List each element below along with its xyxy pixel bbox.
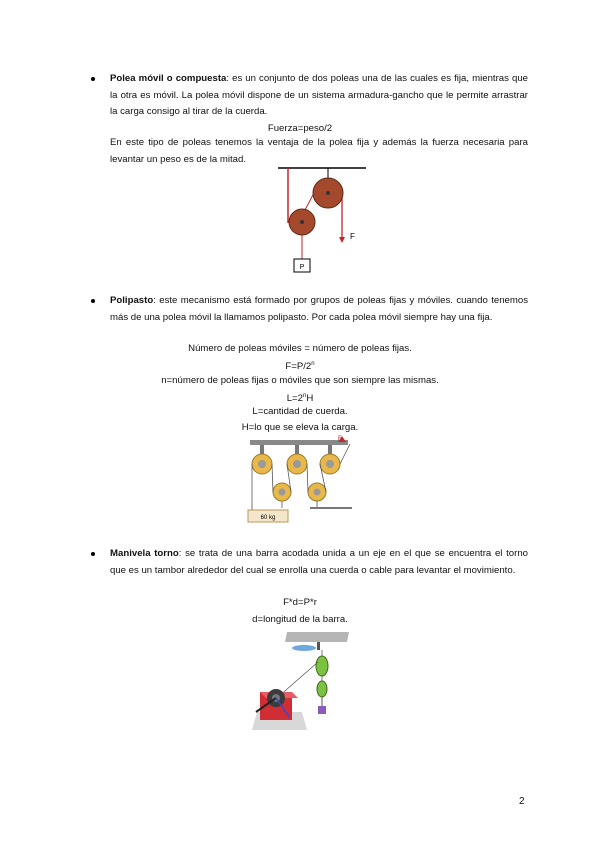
fixed-pulley-1	[252, 445, 272, 474]
formula-polipasto: $F=P/2^n$	[285, 361, 315, 373]
fixed-pulley-2	[287, 445, 307, 474]
formula-fuerza: Fuerza=peso/2	[267, 123, 333, 134]
polipasto-force-label: F	[338, 436, 342, 442]
svg-text:60 kg: 60 kg	[260, 515, 276, 521]
formula-torno: F*d=P*r	[283, 597, 317, 608]
definition-n: n=número de poleas fijas o móviles que son siempre las mismas.	[161, 375, 439, 386]
movable-pulley-2	[308, 483, 326, 501]
bullet-1	[91, 77, 95, 81]
torno-pulley-upper	[316, 656, 328, 676]
torno-pulley-lower	[317, 681, 327, 697]
formula-cuerda: $L=2^nH$	[286, 393, 314, 405]
definition-h: H=lo que se eleva la carga.	[241, 422, 359, 433]
bullet-3	[91, 552, 95, 556]
paragraph-polea-movil: Polea móvil o compuesta: es un conjunto de dos poleas una de las cuales es fija, mientras que la otra es móvil. La polea móvil dispone de un sistema armadura-gancho que le permite arrastrar la carga consigo al tirar de la cuerda.	[110, 73, 529, 117]
term-polipasto: Polipasto	[110, 295, 154, 306]
paragraph-polipasto: Polipasto: este mecanismo está formado por grupos de poleas fijas y móviles. cuando tenemos más de una polea móvil la llamamos polipasto. Por cada polea móvil siempre hay una fija.	[110, 295, 528, 323]
paragraph-manivela: Manivela torno: se trata de una barra acodada unida a un eje en el que se encuentra el torno que es un tambor alrededor del cual se enrolla una cuerda o cable para levantar el movimiento.	[110, 548, 528, 576]
force-label: F	[350, 232, 355, 241]
figure-manivela-torno	[252, 632, 352, 734]
paragraph-ventaja: En este tipo de poleas tenemos la ventaja de la polea fija y además la fuerza necesaria para levantar un peso es de la mitad.	[110, 137, 528, 165]
page-number: 2	[519, 796, 525, 807]
bullet-2	[91, 299, 95, 303]
movable-pulley-1	[273, 483, 291, 501]
definition-l: L=cantidad de cuerda.	[252, 406, 348, 417]
definition-d: d=longitud de la barra.	[252, 614, 348, 625]
figure-polea-movil	[278, 165, 366, 277]
term-manivela-torno: Manivela torno	[110, 548, 179, 559]
term-polea-movil: Polea móvil o compuesta	[110, 73, 227, 84]
rule-poleas: Número de poleas móviles = número de poleas fijas.	[188, 343, 412, 354]
figure-polipasto	[242, 436, 354, 522]
fixed-pulley-3	[320, 445, 340, 474]
torno-load	[318, 706, 326, 714]
weight-label: P	[299, 264, 305, 271]
